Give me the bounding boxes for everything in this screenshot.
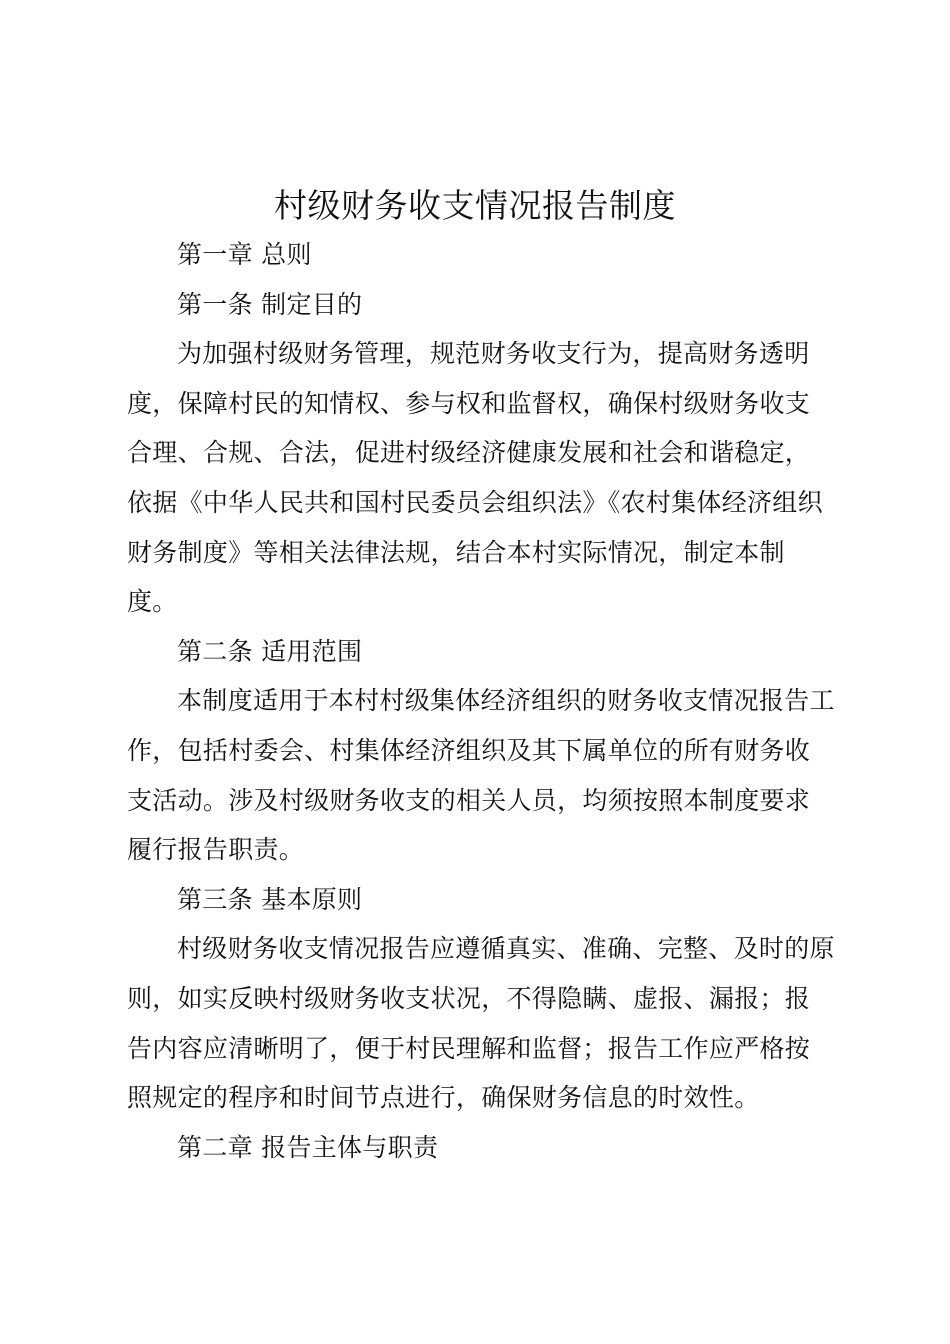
article-body: 为加强村级财务管理，规范财务收支行为，提高财务透明度，保障村民的知情权、参与权和监督权，确保村级财务收支合理、合规、合法，促进村级经济健康发展和社会和谐稳定，依据《中华人民共和国村民委员会组织法》《农村集体经济组织财务制度》等相关法律法规，结合本村实际情况，制定本制度。 bbox=[127, 339, 823, 617]
chapter-heading: 第二章 报告主体与职责 bbox=[177, 1132, 439, 1162]
article-body: 村级财务收支情况报告应遵循真实、准确、完整、及时的原则，如实反映村级财务收支状况，不得隐瞒、虚报、漏报；报告内容应清晰明了，便于村民理解和监督；报告工作应严格按照规定的程序和时间节点进行，确保财务信息的时效性。 bbox=[127, 934, 835, 1113]
article-heading: 第三条 基本原则 bbox=[177, 884, 363, 914]
document-title: 村级财务收支情况报告制度 bbox=[274, 186, 676, 225]
chapter-heading: 第一章 总则 bbox=[177, 240, 312, 269]
article-heading: 第二条 适用范围 bbox=[177, 636, 363, 666]
document-body bbox=[127, 230, 835, 1172]
article-body: 本制度适用于本村村级集体经济组织的财务收支情况报告工作，包括村委会、村集体经济组织及其下属单位的所有财务收支活动。涉及村级财务收支的相关人员，均须按照本制度要求履行报告职责。 bbox=[127, 686, 835, 865]
article-heading: 第一条 制定目的 bbox=[177, 289, 363, 319]
